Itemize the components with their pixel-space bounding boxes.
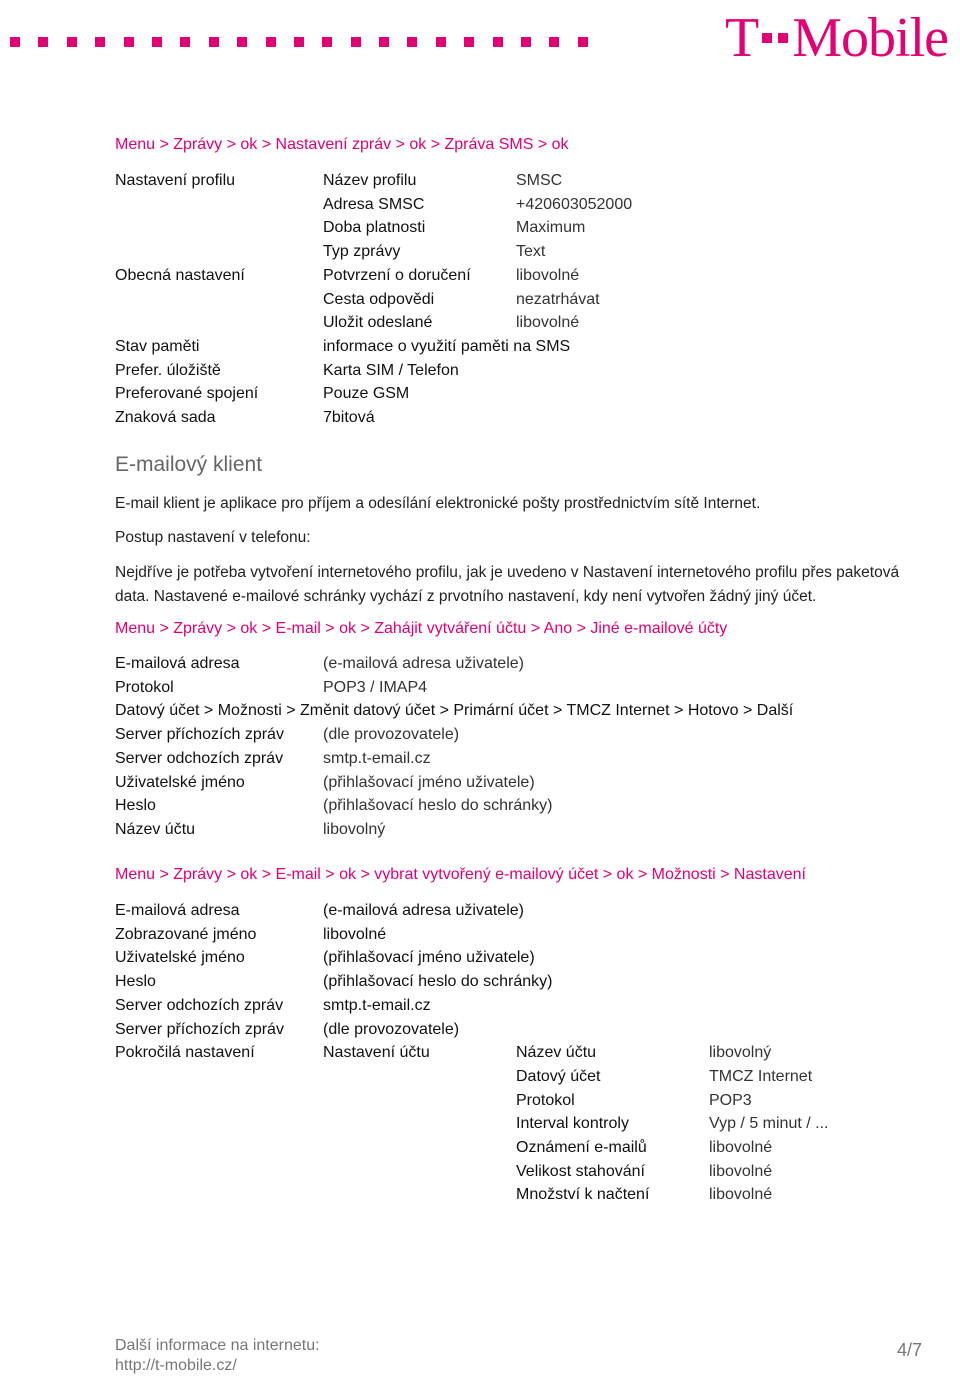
setting-name: Doba platnosti (323, 219, 426, 237)
brand-dot (493, 37, 503, 47)
brand-dot (237, 37, 247, 47)
setting-name: Nastavení účtu (323, 1044, 430, 1062)
setting-group: Preferované spojení (115, 385, 259, 403)
setting-name: libovolné (323, 925, 387, 943)
email-create-path: Menu > Zprávy > ok > E-mail > ok > Zahájit vytváření účtu > Ano > Jiné e-mailové účty (115, 620, 728, 637)
brand-dot (549, 37, 559, 47)
subsetting-name: Velikost stahování (516, 1162, 645, 1180)
setting-value: POP3 / IMAP4 (323, 678, 428, 696)
footer-url[interactable]: http://t-mobile.cz/ (115, 1357, 237, 1374)
setting-value: Text (516, 243, 546, 261)
subsetting-name: Datový účet (516, 1067, 601, 1085)
brand-dot-line (10, 37, 588, 47)
t-mobile-logo (725, 6, 948, 70)
setting-value: (přihlašovací heslo do schránky) (323, 797, 553, 815)
setting-name: Heslo (115, 797, 156, 815)
brand-dot (294, 37, 304, 47)
setting-name: Server odchozích zpráv (115, 749, 284, 767)
setting-value: (e-mailová adresa uživatele) (323, 655, 524, 672)
subsetting-value: libovolné (709, 1162, 773, 1180)
setting-group: Server odchozích zpráv (115, 996, 284, 1014)
setting-name: informace o využití paměti na SMS (323, 337, 571, 355)
setting-group: Znaková sada (115, 409, 216, 426)
subsetting-name: Protokol (516, 1091, 575, 1109)
setting-group: Uživatelské jméno (115, 949, 245, 967)
subsetting-value: POP3 (709, 1091, 752, 1109)
brand-dot (10, 37, 20, 47)
subsetting-name: Název účtu (516, 1044, 597, 1062)
setting-name: Adresa SMSC (323, 195, 425, 213)
footer (115, 1336, 320, 1376)
brand-dot (38, 37, 48, 47)
subsetting-name: Oznámení e-mailů (516, 1139, 647, 1156)
brand-dot (436, 37, 446, 47)
setting-group: Server příchozích zpráv (115, 1020, 284, 1038)
sms-menu-path: Menu > Zprávy > ok > Nastavení zpráv > ok > Zpráva SMS > ok (115, 136, 569, 153)
setting-name: 7bitová (323, 409, 375, 426)
setting-value: libovolný (323, 820, 386, 838)
setting-value: nezatrhávat (516, 290, 600, 308)
setting-name: (přihlašovací jméno uživatele) (323, 949, 535, 967)
setting-name: Uživatelské jméno (115, 773, 245, 791)
setting-name: (dle provozovatele) (323, 1020, 460, 1038)
setting-value: SMSC (516, 172, 563, 189)
footer-label: Další informace na internetu: (115, 1337, 320, 1354)
header (0, 0, 960, 70)
brand-dot (67, 37, 77, 47)
setting-value: libovolné (516, 266, 580, 284)
setting-group: Prefer. úložiště (115, 361, 221, 379)
subsetting-value: libovolný (709, 1044, 772, 1062)
subsetting-value: libovolné (709, 1186, 773, 1204)
logo-dots (762, 33, 788, 43)
setting-value: (přihlašovací jméno uživatele) (323, 773, 535, 791)
setup-text: Nejdříve je potřeba vytvoření internetového profilu, jak je uvedeno v Nastavení internetového profilu přes paketová data. Nastavené e-mailové schránky vychází z prvotního nastavení, kdy není vytvořen žádný jiný účet. (115, 564, 900, 605)
subsetting-value: Vyp / 5 minut / ... (709, 1115, 829, 1133)
setting-value: libovolné (516, 314, 580, 332)
setting-name: (e-mailová adresa uživatele) (323, 902, 524, 919)
setting-name: Typ zprávy (323, 243, 401, 261)
setting-name: Pouze GSM (323, 385, 410, 403)
setting-value: smtp.t-email.cz (323, 749, 431, 767)
setting-group: E-mailová adresa (115, 902, 240, 919)
setting-name: (přihlašovací heslo do schránky) (323, 973, 553, 991)
brand-dot (521, 37, 531, 47)
brand-dot (322, 37, 332, 47)
setting-value: +420603052000 (516, 195, 633, 213)
brand-dot (266, 37, 276, 47)
brand-dot (124, 37, 134, 47)
setting-name: E-mailová adresa (115, 655, 240, 672)
setting-group: Pokročilá nastavení (115, 1044, 255, 1062)
setting-group: Heslo (115, 973, 156, 991)
setting-name: Server příchozích zpráv (115, 726, 284, 744)
brand-dot (379, 37, 389, 47)
brand-dot (351, 37, 361, 47)
setting-name: Potvrzení o doručení (323, 266, 471, 284)
brand-dot (464, 37, 474, 47)
setting-name: Karta SIM / Telefon (323, 361, 459, 379)
setting-group: Zobrazované jméno (115, 925, 257, 943)
setting-name: Název účtu (115, 820, 196, 838)
setting-group: Obecná nastavení (115, 266, 245, 284)
setup-label: Postup nastavení v telefonu: (115, 529, 311, 546)
email-intro: E-mail klient je aplikace pro příjem a odesílání elektronické pošty prostřednictvím sítě Internet. (115, 495, 761, 512)
setting-name: Cesta odpovědi (323, 290, 435, 308)
setting-name: Uložit odeslané (323, 314, 433, 332)
setting-name: Datový účet > Možnosti > Změnit datový účet > Primární účet > TMCZ Internet > Hotovo > Další (115, 702, 794, 720)
subsetting-value: libovolné (709, 1139, 773, 1156)
setting-value: Maximum (516, 219, 586, 237)
brand-dot (407, 37, 417, 47)
logo-letter: T (725, 7, 759, 69)
brand-dot (578, 37, 588, 47)
setting-value: (dle provozovatele) (323, 726, 460, 744)
setting-name: Název profilu (323, 172, 417, 189)
brand-dot (209, 37, 219, 47)
setting-group: Nastavení profilu (115, 172, 236, 189)
brand-dot (180, 37, 190, 47)
logo-word: Mobile (792, 7, 948, 69)
setting-group: Stav paměti (115, 337, 200, 355)
setting-name: smtp.t-email.cz (323, 996, 431, 1014)
page-number: 4/7 (896, 1340, 922, 1360)
subsetting-name: Množství k načtení (516, 1186, 650, 1204)
subsetting-name: Interval kontroly (516, 1115, 629, 1133)
brand-dot (95, 37, 105, 47)
subsetting-value: TMCZ Internet (709, 1067, 813, 1085)
setting-name: Protokol (115, 678, 174, 696)
email-section-title: E-mailový klient (115, 453, 263, 476)
brand-dot (152, 37, 162, 47)
email-settings-path: Menu > Zprávy > ok > E-mail > ok > vybrat vytvořený e-mailový účet > ok > Možnosti > Nastavení (115, 866, 806, 883)
